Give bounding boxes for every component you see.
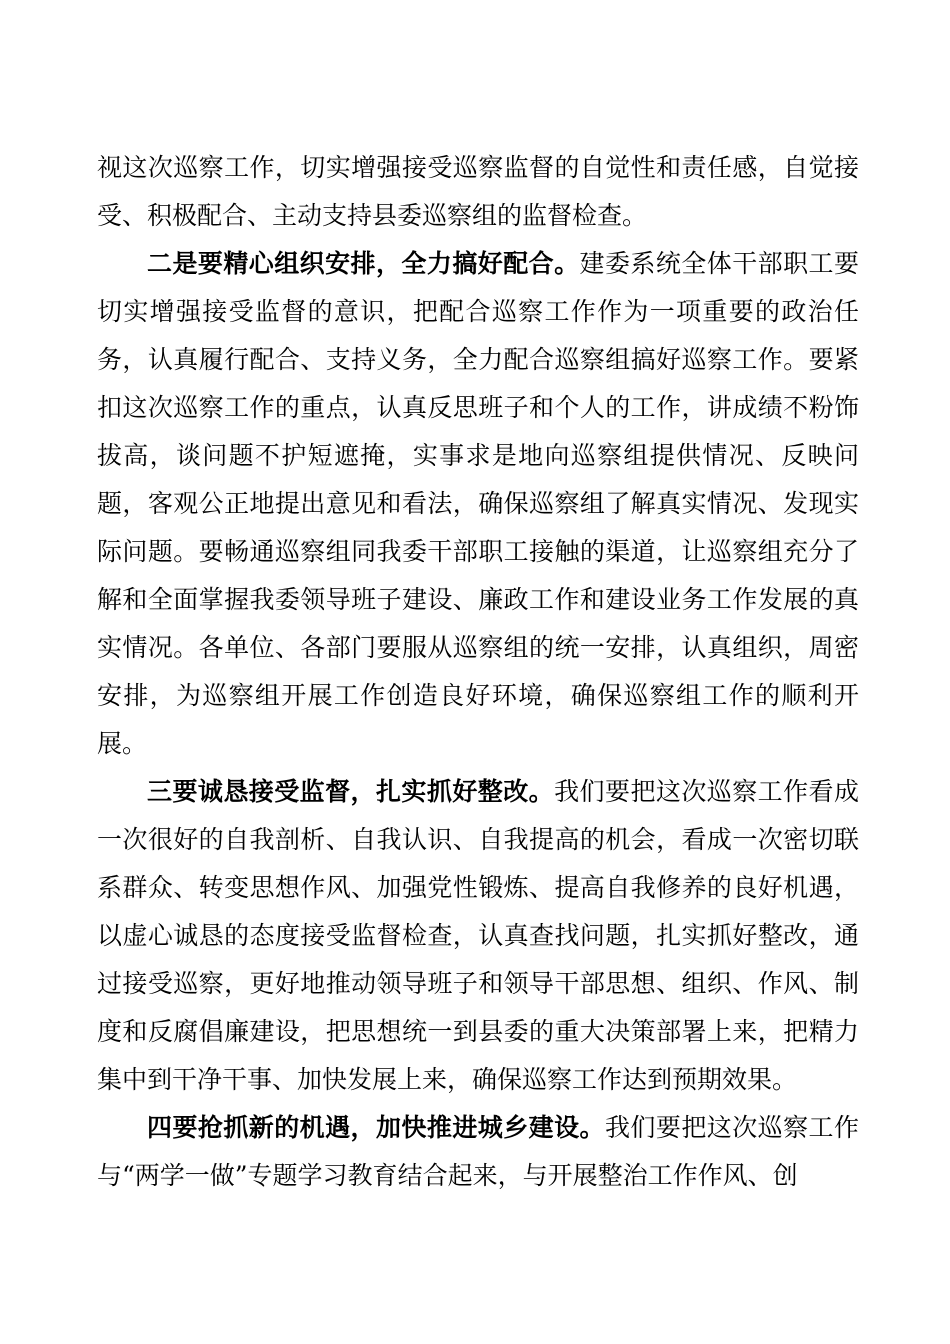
paragraph-3-heading: 三要诚恳接受监督，扎实抓好整改。 — [147, 777, 555, 806]
paragraph-3 — [97, 768, 859, 1104]
paragraph-2 — [97, 240, 859, 768]
document-body — [97, 144, 859, 1200]
paragraph-2-heading: 二是要精心组织安排，全力搞好配合。 — [147, 249, 580, 278]
paragraph-1 — [97, 144, 859, 240]
paragraph-4-text: 我们要把这次巡察工作与“两学一做”专题学习教育结合起来，与开展整治工作作风、创 — [97, 1113, 859, 1190]
paragraph-2-text: 建委系统全体干部职工要切实增强接受监督的意识，把配合巡察工作作为一项重要的政治任务，认真履行配合、支持义务，全力配合巡察组搞好巡察工作。要紧扣这次巡察工作的重点，认真反思班子和个人的工作，讲成绩不粉饰拔高，谈问题不护短遮掩，实事求是地向巡察组提供情况、反映问题，客观公正地提出意见和看法，确保巡察组了解真实情况、发现实际问题。要畅通巡察组同我委干部职工接触的渠道，让巡察组充分了解和全面掌握我委领导班子建设、廉政工作和建设业务工作发展的真实情况。各单位、各部门要服从巡察组的统一安排，认真组织，周密安排，为巡察组开展工作创造良好环境，确保巡察组工作的顺利开展。 — [97, 249, 859, 758]
paragraph-3-text: 我们要把这次巡察工作看成一次很好的自我剖析、自我认识、自我提高的机会，看成一次密切联系群众、转变思想作风、加强党性锻炼、提高自我修养的良好机遇，以虚心诚恳的态度接受监督检查，认真查找问题，扎实抓好整改，通过接受巡察，更好地推动领导班子和领导干部思想、组织、作风、制度和反腐倡廉建设，把思想统一到县委的重大决策部署上来，把精力集中到干净干事、加快发展上来，确保巡察工作达到预期效果。 — [97, 777, 859, 1094]
paragraph-1-text: 视这次巡察工作，切实增强接受巡察监督的自觉性和责任感，自觉接受、积极配合、主动支持县委巡察组的监督检查。 — [97, 153, 859, 230]
paragraph-4 — [97, 1104, 859, 1200]
paragraph-4-heading: 四要抢抓新的机遇，加快推进城乡建设。 — [147, 1113, 605, 1142]
